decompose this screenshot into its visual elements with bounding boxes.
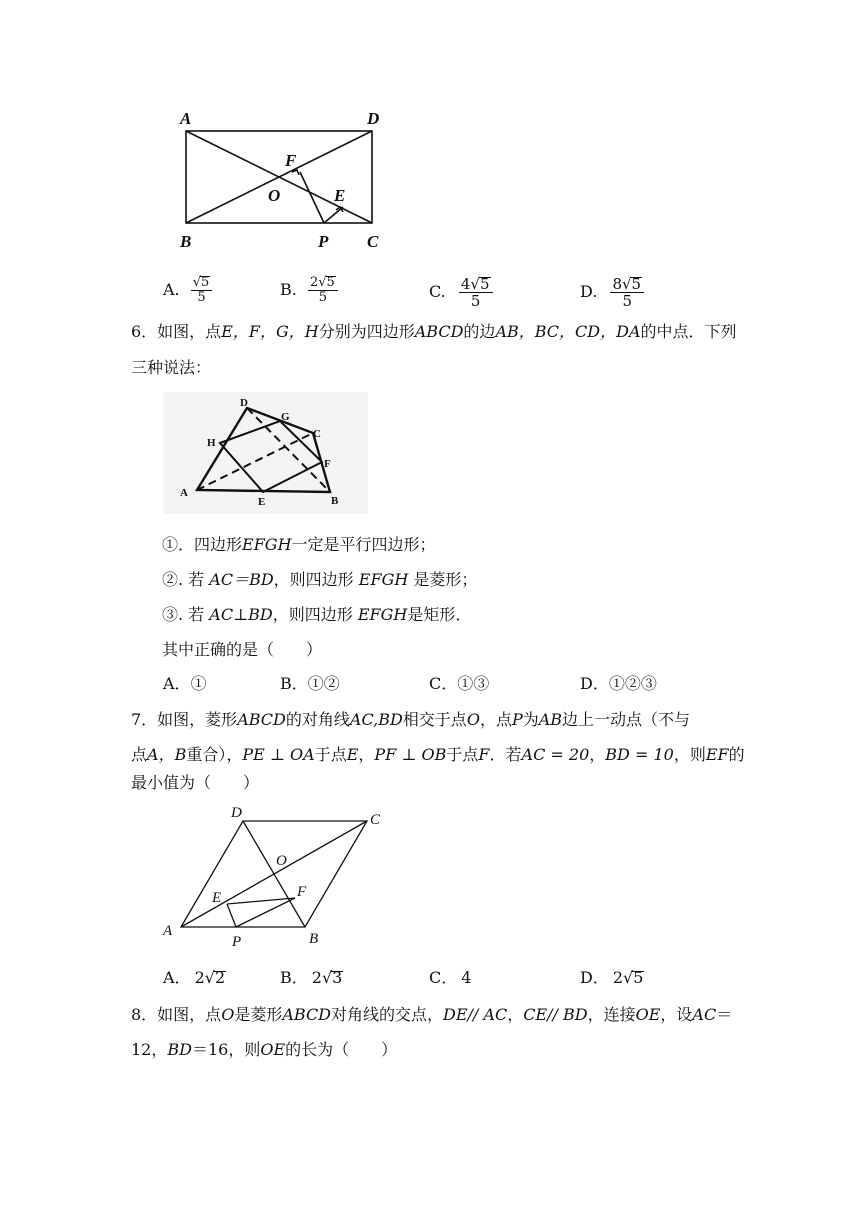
q5-option-c-den: 5: [470, 292, 481, 310]
q6-figure: [163, 392, 368, 514]
q5-option-a-radicand: 5: [201, 275, 210, 290]
q7-option-c[interactable]: C． 4: [429, 968, 472, 987]
q5-option-a[interactable]: A. $\frac{√5}{5}$: [163, 276, 212, 305]
q7-label-p: P: [232, 934, 242, 950]
q7-stem-line1: 7．如图，菱形ABCD的对角线AC,BD相交于点O，点P为AB边上一动点（不与: [131, 710, 691, 729]
q7-label-a: A: [163, 923, 173, 939]
q6-stem-line1: 6．如图，点E，F，G，H分别为四边形ABCD的边AB，BC，CD，DA的中点．下列: [131, 322, 737, 341]
q6-stem-line2: 三种说法：: [131, 358, 212, 377]
q6-option-b[interactable]: B．①②: [280, 674, 340, 693]
q5-option-b-coef: 2: [309, 275, 319, 290]
q5-option-c-label: C.: [429, 282, 446, 301]
q6-option-c[interactable]: C．①③: [429, 674, 490, 693]
q6-label-c: C: [313, 428, 321, 440]
q5-option-d-den: 5: [622, 292, 633, 310]
q5-label-e: E: [334, 186, 346, 205]
q6-statement-3: ③. 若 AC⊥BD，则四边形 EFGH是矩形．: [162, 605, 472, 624]
q7-figure: [160, 800, 390, 950]
q5-option-c[interactable]: C. $\frac{4√5}{5}$: [429, 276, 493, 309]
q6-label-d: D: [240, 397, 248, 409]
q5-label-o: O: [268, 186, 281, 205]
q7-label-o: O: [276, 853, 287, 869]
q6-option-a[interactable]: A．①: [163, 674, 207, 693]
q5-option-c-coef: 4: [460, 275, 471, 293]
q7-stem-line2: 点A，B重合），PE ⊥ OA于点E，PF ⊥ OB于点F．若AC = 20，BD = 10，则EF的: [131, 745, 745, 764]
q5-option-d-label: D.: [580, 282, 598, 301]
q8-stem-line2: 12，BD＝16，则OE的长为（ ）: [131, 1040, 398, 1059]
q5-option-d-coef: 8: [612, 275, 622, 293]
q5-option-b-radicand: 5: [326, 275, 335, 290]
q5-option-d-radicand: 5: [631, 275, 642, 293]
q5-label-a: A: [180, 109, 192, 128]
q5-label-p: P: [318, 232, 329, 251]
q5-figure: [175, 104, 395, 254]
q5-option-c-radicand: 5: [479, 275, 490, 293]
q7-label-f: F: [297, 884, 307, 900]
q8-stem-line1: 8．如图，点O是菱形ABCD对角线的交点，DE// AC，CE// BD，连接OE，设AC＝: [131, 1005, 733, 1024]
q7-option-a[interactable]: A． 2√2: [163, 968, 226, 987]
q5-option-b-den: 5: [318, 290, 327, 305]
q5-label-d: D: [367, 109, 380, 128]
q6-statement-2: ②. 若 AC＝BD，则四边形 EFGH 是菱形；: [162, 570, 478, 589]
q5-option-a-den: 5: [197, 290, 206, 305]
q5-option-a-label: A.: [163, 280, 180, 299]
q5-label-b: B: [180, 232, 192, 251]
q5-option-b-label: B.: [280, 280, 297, 299]
q5-option-d[interactable]: D. $\frac{8√5}{5}$: [580, 276, 644, 309]
q6-label-a: A: [180, 487, 188, 499]
q6-option-d[interactable]: D．①②③: [580, 674, 657, 693]
q6-question: 其中正确的是（ ）: [162, 640, 323, 659]
q5-option-b[interactable]: B. $\frac{2√5}{5}$: [280, 276, 338, 305]
q5-label-c: C: [367, 232, 379, 251]
q7-label-d: D: [231, 805, 242, 821]
q5-label-f: F: [285, 151, 297, 170]
q6-label-f: F: [324, 458, 331, 470]
q7-label-e: E: [212, 890, 222, 906]
q6-statement-1: ①．四边形EFGH一定是平行四边形；: [162, 535, 436, 554]
q6-label-h: H: [207, 437, 216, 449]
q6-label-e: E: [258, 496, 266, 508]
q7-label-b: B: [309, 931, 319, 947]
q7-stem-line3: 最小值为（ ）: [131, 773, 260, 792]
q7-option-b[interactable]: B． 2√3: [280, 968, 343, 987]
q7-option-d[interactable]: D． 2√5: [580, 968, 644, 987]
q6-label-b: B: [331, 495, 339, 507]
q6-label-g: G: [281, 411, 290, 423]
q7-label-c: C: [370, 812, 381, 828]
